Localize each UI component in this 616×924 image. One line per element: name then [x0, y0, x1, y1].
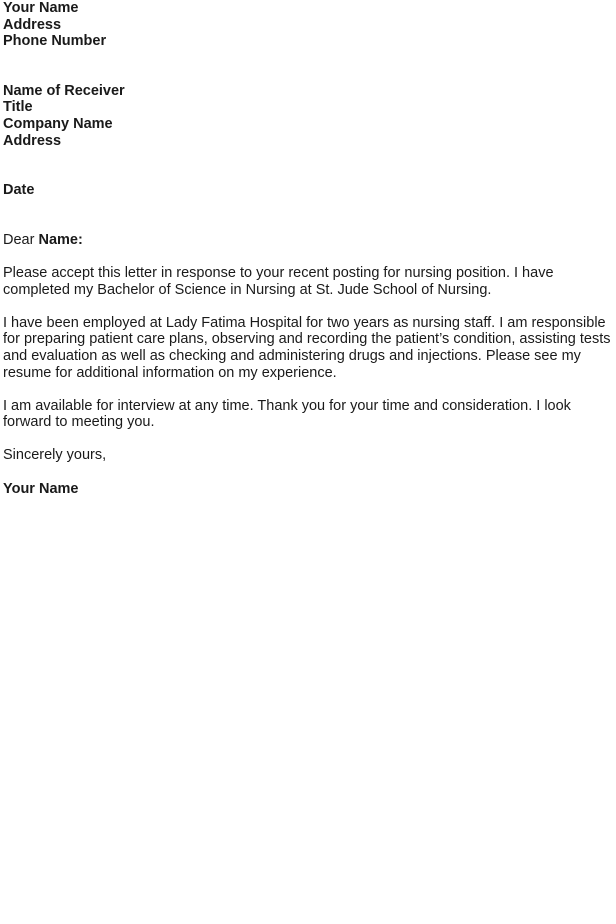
paragraph-2: [3, 315, 611, 381]
closing-block: [3, 447, 611, 464]
receiver-address: Address: [3, 132, 62, 149]
letter-date: Date: [3, 182, 35, 199]
paragraph-line: Please accept this letter in response to your recent posting for nursing position. I have: [3, 264, 554, 281]
paragraph-line: resume for additional information on my experience.: [3, 364, 337, 381]
sender-phone: Phone Number: [3, 33, 107, 50]
date-block: [3, 182, 611, 199]
letter-page: [3, 0, 611, 497]
paragraph-line: completed my Bachelor of Science in Nursing at St. Jude School of Nursing.: [3, 281, 492, 298]
sender-name: Your Name: [3, 0, 79, 16]
paragraph-line: and evaluation as well as checking and administering drugs and injections. Please see my: [3, 347, 581, 364]
sender-address: Address: [3, 16, 62, 33]
closing-text: Sincerely yours,: [3, 447, 107, 464]
paragraph-line: I have been employed at Lady Fatima Hospital for two years as nursing staff. I am responsible: [3, 314, 606, 331]
paragraph-line: forward to meeting you.: [3, 414, 155, 431]
salutation-name: Name:: [38, 231, 83, 248]
paragraph-line: for preparing patient care plans, observing and recording the patient’s condition, assisting tests: [3, 331, 611, 348]
sender-block: [3, 0, 611, 50]
signature-name: Your Name: [3, 480, 79, 497]
paragraph-3: [3, 398, 611, 431]
salutation-greeting: Dear: [3, 231, 35, 248]
paragraph-line: I am available for interview at any time. Thank you for your time and consideration. I look: [3, 397, 571, 414]
salutation: [3, 232, 611, 249]
signature-block: [3, 481, 611, 498]
receiver-block: [3, 83, 611, 149]
paragraph-1: [3, 265, 611, 298]
receiver-name: Name of Receiver: [3, 82, 125, 99]
receiver-company: Company Name: [3, 115, 113, 132]
receiver-title: Title: [3, 99, 33, 116]
